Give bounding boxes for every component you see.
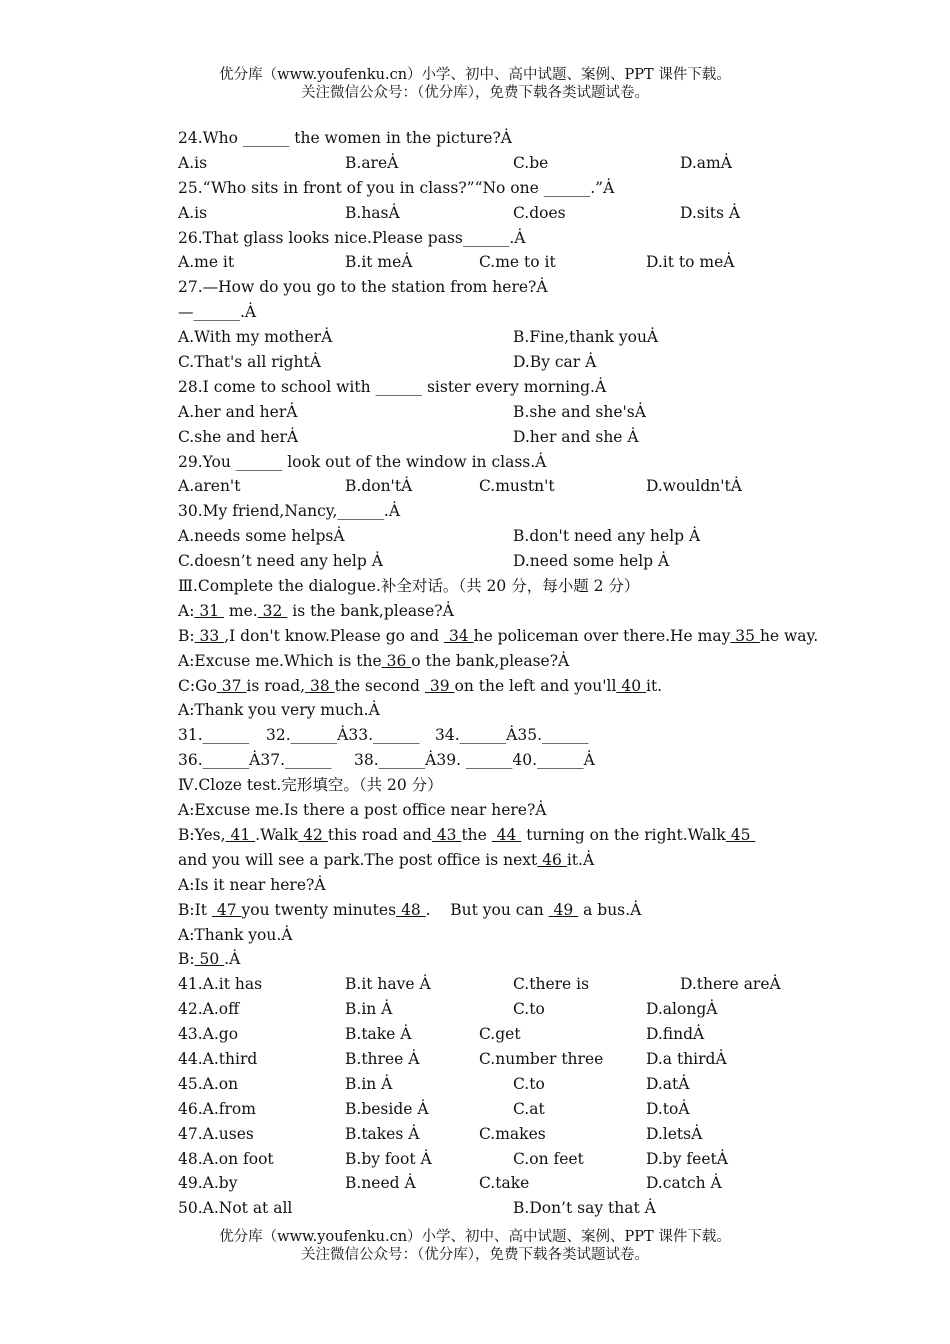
option-d: D.toȦ bbox=[646, 1099, 690, 1118]
cloze-text: this road and bbox=[327, 825, 432, 844]
option-d: D.atȦ bbox=[646, 1074, 690, 1093]
blank-39: 39 bbox=[424, 676, 455, 695]
question-26-stem bbox=[178, 226, 778, 251]
option-d: D.need some help Ȧ bbox=[513, 552, 670, 571]
cloze-text: B: bbox=[178, 950, 195, 969]
dialogue-line-1 bbox=[178, 599, 778, 624]
blank-45: 45 bbox=[725, 825, 756, 844]
cloze-text: A:Is it near here?Ȧ bbox=[178, 875, 326, 894]
option-a: 50.A.Not at all bbox=[178, 1199, 293, 1218]
option-c: C.does bbox=[513, 203, 566, 222]
dialogue-text: me. bbox=[224, 601, 258, 620]
answer-blank-31: 31.______ bbox=[178, 726, 250, 745]
cloze-line-4 bbox=[178, 873, 778, 898]
option-c: C.she and herȦ bbox=[178, 427, 299, 446]
section-4-title bbox=[178, 773, 778, 798]
option-a: 43.A.go bbox=[178, 1025, 239, 1044]
dialogue-text: B: bbox=[178, 626, 195, 645]
option-b: B.in Ȧ bbox=[345, 1074, 393, 1093]
option-a: 46.A.from bbox=[178, 1099, 256, 1118]
cloze-text: it.Ȧ bbox=[566, 850, 595, 869]
cloze-text: .Ȧ bbox=[224, 950, 241, 969]
header-line-1: 优分库（www.youfenku.cn）小学、初中、高中试题、案例、PPT 课件下载。 bbox=[219, 67, 731, 83]
option-d: D.catch Ȧ bbox=[646, 1174, 722, 1193]
question-27-stem bbox=[178, 275, 778, 300]
cloze-text: turning on the right.Walk bbox=[521, 825, 726, 844]
footer-line-1: 优分库（www.youfenku.cn）小学、初中、高中试题、案例、PPT 课件下载。 bbox=[219, 1229, 731, 1245]
cloze-text: . But you can bbox=[425, 900, 549, 919]
option-c: C.get bbox=[479, 1025, 521, 1044]
option-a: A.With my motherȦ bbox=[178, 328, 333, 347]
blank-31: 31 bbox=[194, 601, 224, 620]
cloze-line-3 bbox=[178, 848, 778, 873]
dialogue-text: C:Go bbox=[178, 676, 217, 695]
option-d: D.By car Ȧ bbox=[513, 353, 597, 372]
question-30-options-cd bbox=[178, 549, 778, 574]
dialogue-text: o the bank,please?Ȧ bbox=[411, 651, 570, 670]
option-a: 49.A.by bbox=[178, 1174, 238, 1193]
option-a: A.is bbox=[178, 203, 208, 222]
option-b: B.it meȦ bbox=[345, 253, 413, 272]
dialogue-text: he policeman over there.He may bbox=[473, 626, 731, 645]
option-c: C.take bbox=[479, 1174, 530, 1193]
option-a: 42.A.off bbox=[178, 1000, 240, 1019]
question-27-options-ab bbox=[178, 325, 778, 350]
question-25-stem bbox=[178, 176, 778, 201]
question-30-options-ab bbox=[178, 524, 778, 549]
question-29-options bbox=[178, 474, 778, 499]
blank-46: 46 bbox=[537, 850, 567, 869]
question-27-stem-2 bbox=[178, 300, 778, 325]
option-d: D.there areȦ bbox=[680, 975, 781, 994]
question-text: 24.Who ______ the women in the picture?Ȧ bbox=[178, 129, 512, 147]
section-heading: Ⅳ.Cloze test.完形填空。（共 20 分） bbox=[178, 776, 443, 795]
document-body bbox=[178, 126, 819, 1221]
dialogue-text: on the left and you'll bbox=[454, 676, 617, 695]
cloze-text: you twenty minutes bbox=[241, 900, 397, 919]
cloze-line-1 bbox=[178, 798, 778, 823]
question-27-options-cd bbox=[178, 350, 778, 375]
dialogue-text: it. bbox=[645, 676, 663, 695]
cloze-text: A:Excuse me.Is there a post office near here?Ȧ bbox=[178, 801, 547, 820]
question-text: 29.You ______ look out of the window in class.Ȧ bbox=[178, 452, 547, 471]
blank-37: 37 bbox=[216, 676, 247, 695]
cloze-line-7 bbox=[178, 947, 778, 972]
blank-44: 44 bbox=[491, 825, 522, 844]
question-50-options bbox=[178, 1196, 778, 1221]
question-text: 25.“Who sits in front of you in class?”“No one ______.”Ȧ bbox=[178, 178, 615, 197]
cloze-text: B:Yes, bbox=[178, 825, 226, 844]
option-b: B.three Ȧ bbox=[345, 1049, 420, 1068]
blank-34: 34 bbox=[444, 626, 474, 645]
answer-blanks-row-1 bbox=[178, 723, 778, 748]
blank-49: 49 bbox=[548, 900, 579, 919]
option-b: B.beside Ȧ bbox=[345, 1099, 429, 1118]
question-49-options bbox=[178, 1171, 778, 1196]
dialogue-text: is road, bbox=[246, 676, 306, 695]
blank-43: 43 bbox=[431, 825, 462, 844]
option-c: C.makes bbox=[479, 1124, 546, 1143]
option-d: D.by feetȦ bbox=[646, 1149, 728, 1168]
option-d: D.it to meȦ bbox=[646, 253, 735, 272]
option-a: A.aren't bbox=[178, 477, 241, 496]
option-a: A.me it bbox=[178, 253, 235, 272]
option-c: C.mustn't bbox=[479, 477, 555, 496]
option-a: 44.A.third bbox=[178, 1049, 258, 1068]
answer-blank-36-37: 36.______Ȧ37.______ bbox=[178, 751, 332, 770]
dialogue-line-5 bbox=[178, 698, 778, 723]
cloze-line-2 bbox=[178, 823, 778, 848]
option-d: D.letsȦ bbox=[646, 1124, 703, 1143]
option-a: 45.A.on bbox=[178, 1074, 239, 1093]
option-b: B.she and she'sȦ bbox=[513, 402, 646, 421]
answer-blank-34-35: 34.______Ȧ35.______ bbox=[435, 726, 589, 745]
blank-35: 35 bbox=[730, 626, 760, 645]
option-d: D.wouldn'tȦ bbox=[646, 477, 742, 496]
option-d: D.sits Ȧ bbox=[680, 203, 741, 222]
question-43-options bbox=[178, 1022, 778, 1047]
option-a: 41.A.it has bbox=[178, 975, 263, 994]
dialogue-text: A:Excuse me.Which is the bbox=[178, 651, 382, 670]
option-b: B.need Ȧ bbox=[345, 1174, 416, 1193]
option-c: C.me to it bbox=[479, 253, 556, 272]
dialogue-line-2 bbox=[178, 624, 819, 649]
dialogue-line-3 bbox=[178, 649, 778, 674]
answer-blanks-row-2 bbox=[178, 748, 778, 773]
option-b: B.it have Ȧ bbox=[345, 975, 431, 994]
question-26-options bbox=[178, 250, 778, 275]
option-a: A.needs some helpsȦ bbox=[178, 527, 345, 546]
option-c: C.on feet bbox=[513, 1149, 584, 1168]
cloze-line-5 bbox=[178, 898, 778, 923]
option-a: A.is bbox=[178, 153, 208, 172]
option-d: D.amȦ bbox=[680, 153, 732, 172]
question-48-options bbox=[178, 1147, 778, 1172]
question-44-options bbox=[178, 1047, 778, 1072]
option-a: 47.A.uses bbox=[178, 1124, 254, 1143]
question-text: 26.That glass looks nice.Please pass______.Ȧ bbox=[178, 228, 526, 247]
section-heading: Ⅲ.Complete the dialogue.补全对话。（共 20 分，每小题 2 分） bbox=[178, 577, 640, 596]
option-c: C.to bbox=[513, 1000, 545, 1019]
blank-38: 38 bbox=[305, 676, 335, 695]
page-header bbox=[0, 66, 950, 102]
option-c: C.be bbox=[513, 153, 549, 172]
question-41-options bbox=[178, 972, 781, 997]
cloze-text: .Walk bbox=[255, 825, 299, 844]
question-text: 28.I come to school with ______ sister every morning.Ȧ bbox=[178, 377, 607, 396]
option-d: D.alongȦ bbox=[646, 1000, 718, 1019]
cloze-text: the bbox=[461, 825, 492, 844]
dialogue-line-4 bbox=[178, 674, 778, 699]
blank-41: 41 bbox=[225, 825, 256, 844]
option-b: B.by foot Ȧ bbox=[345, 1149, 432, 1168]
option-b: B.takes Ȧ bbox=[345, 1124, 420, 1143]
option-c: C.number three bbox=[479, 1049, 604, 1068]
blank-42: 42 bbox=[298, 825, 328, 844]
question-25-options bbox=[178, 201, 778, 226]
blank-40: 40 bbox=[616, 676, 646, 695]
answer-blank-38-40: 38.______Ȧ39. ______40.______Ȧ bbox=[354, 751, 595, 770]
option-c: C.there is bbox=[513, 975, 590, 994]
option-d: D.a thirdȦ bbox=[646, 1049, 727, 1068]
option-a: 48.A.on foot bbox=[178, 1149, 274, 1168]
question-24-options bbox=[178, 151, 778, 176]
cloze-text: and you will see a park.The post office is next bbox=[178, 850, 538, 869]
blank-48: 48 bbox=[396, 900, 426, 919]
option-b: B.in Ȧ bbox=[345, 1000, 393, 1019]
question-30-stem bbox=[178, 499, 778, 524]
question-47-options bbox=[178, 1122, 778, 1147]
option-c: C.doesn’t need any help Ȧ bbox=[178, 552, 383, 571]
blank-47: 47 bbox=[211, 900, 242, 919]
option-b: B.don'tȦ bbox=[345, 477, 413, 496]
question-28-stem bbox=[178, 375, 778, 400]
question-28-options-cd bbox=[178, 425, 778, 450]
cloze-text: a bus.Ȧ bbox=[578, 900, 642, 919]
question-45-options bbox=[178, 1072, 778, 1097]
cloze-text: B:It bbox=[178, 900, 212, 919]
option-d: D.her and she Ȧ bbox=[513, 427, 639, 446]
cloze-text: A:Thank you.Ȧ bbox=[178, 925, 293, 944]
question-46-options bbox=[178, 1097, 778, 1122]
blank-50: 50 bbox=[194, 950, 225, 969]
option-b: B.Fine,thank youȦ bbox=[513, 328, 659, 347]
dialogue-text: is the bank,please?Ȧ bbox=[287, 601, 454, 620]
footer-line-2: 关注微信公众号：（优分库），免费下载各类试题试卷。 bbox=[301, 1247, 649, 1263]
option-b: B.hasȦ bbox=[345, 203, 400, 222]
option-b: B.take Ȧ bbox=[345, 1025, 412, 1044]
option-a: A.her and herȦ bbox=[178, 402, 298, 421]
question-42-options bbox=[178, 997, 778, 1022]
option-c: C.at bbox=[513, 1099, 545, 1118]
option-c: C.to bbox=[513, 1074, 545, 1093]
option-d: D.findȦ bbox=[646, 1025, 705, 1044]
dialogue-text: ,I don't know.Please go and bbox=[224, 626, 445, 645]
option-b: B.Don’t say that Ȧ bbox=[513, 1199, 656, 1218]
question-text: —______.Ȧ bbox=[178, 303, 257, 322]
dialogue-text: A:Thank you very much.Ȧ bbox=[178, 701, 380, 720]
cloze-line-6 bbox=[178, 923, 778, 948]
option-b: B.don't need any help Ȧ bbox=[513, 527, 701, 546]
question-24-stem bbox=[178, 126, 778, 151]
question-text: 30.My friend,Nancy,______.Ȧ bbox=[178, 502, 401, 521]
option-b: B.areȦ bbox=[345, 153, 399, 172]
blank-32: 32 bbox=[257, 601, 288, 620]
header-line-2: 关注微信公众号：（优分库），免费下载各类试题试卷。 bbox=[301, 85, 649, 101]
dialogue-text: the second bbox=[334, 676, 425, 695]
question-29-stem bbox=[178, 450, 778, 475]
dialogue-text: A: bbox=[178, 601, 195, 620]
question-28-options-ab bbox=[178, 400, 778, 425]
question-text: 27.—How do you go to the station from here?Ȧ bbox=[178, 278, 548, 297]
option-c: C.That's all rightȦ bbox=[178, 353, 321, 372]
blank-36: 36 bbox=[381, 651, 412, 670]
answer-blank-32-33: 32.______Ȧ33.______ bbox=[266, 726, 420, 745]
page-footer bbox=[0, 1228, 950, 1264]
section-3-title bbox=[178, 574, 778, 599]
blank-33: 33 bbox=[194, 626, 225, 645]
dialogue-text: he way. bbox=[759, 626, 819, 645]
